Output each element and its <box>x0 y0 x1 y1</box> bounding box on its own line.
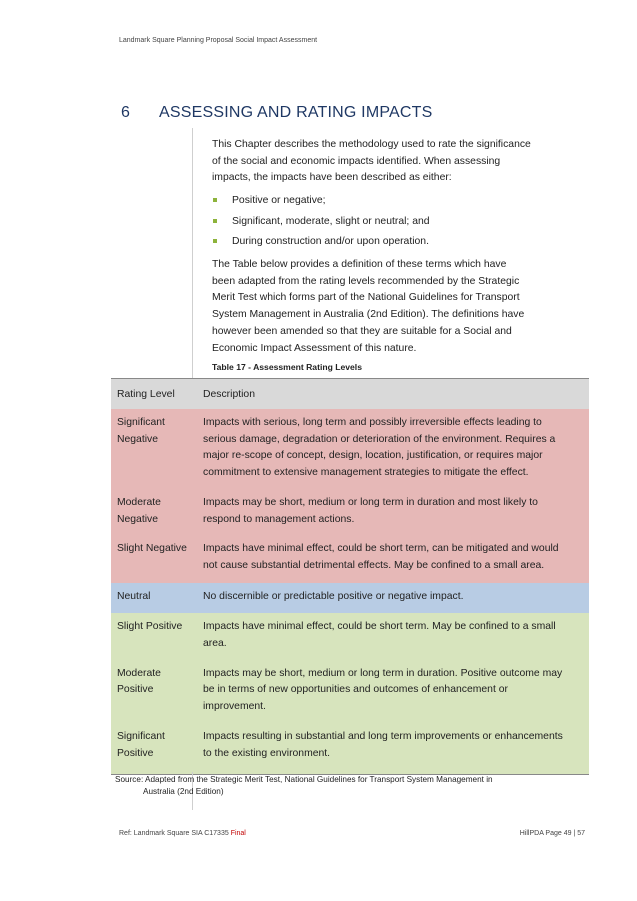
description-cell <box>203 541 589 574</box>
description-text: improvement. <box>203 701 266 713</box>
rating-level-text: Neutral <box>117 590 151 602</box>
chapter-number: 6 <box>121 104 131 121</box>
chapter-title: ASSESSING AND RATING IMPACTS <box>159 104 433 121</box>
description-cell <box>203 589 589 606</box>
description-text: Impacts with serious, long term and possibly irreversible effects leading to <box>203 417 542 428</box>
table-row <box>111 583 589 614</box>
definitions-paragraph <box>212 257 552 357</box>
rating-level-cell <box>111 415 203 482</box>
source-label: Source: <box>115 775 144 784</box>
para-line: Merit Test which forms part of the National Guidelines for Transport <box>212 292 520 304</box>
bullet-square-icon <box>213 239 217 243</box>
table-row <box>111 490 589 536</box>
chapter-heading <box>121 104 433 122</box>
description-text: to the existing environment. <box>203 747 331 759</box>
intro-line: This Chapter describes the methodology used to rate the significance <box>212 139 531 150</box>
description-cell <box>203 619 589 652</box>
bullet-item <box>212 234 430 255</box>
rating-level-cell <box>111 666 203 716</box>
source-text: Australia (2nd Edition) <box>143 787 224 796</box>
description-text: major re-scope of concept, design, location, justification, or requires major <box>203 450 543 462</box>
margin-rule <box>192 128 193 378</box>
intro-line: of the social and economic impacts identified. When assessing <box>212 155 501 167</box>
description-cell <box>203 666 589 716</box>
bullet-text: Positive or negative; <box>232 195 326 206</box>
description-cell <box>203 495 589 528</box>
description-cell <box>203 729 589 762</box>
rating-level-cell <box>111 495 203 528</box>
description-text: Impacts may be short, medium or long term in duration and most likely to <box>203 496 538 508</box>
description-text: commitment to extensive management strategies to mitigate the effect. <box>203 467 529 479</box>
table-row <box>111 536 589 582</box>
rating-level-text: Moderate <box>117 496 161 508</box>
description-text: Impacts resulting in substantial and long term improvements or enhancements <box>203 730 563 742</box>
bullet-text: Significant, moderate, slight or neutral; and <box>232 215 430 227</box>
intro-paragraph <box>212 137 552 187</box>
table-row <box>111 724 589 774</box>
intro-line: impacts, the impacts have been described as either: <box>212 172 452 184</box>
rating-level-text: Positive <box>117 684 154 696</box>
bullet-item <box>212 193 430 214</box>
source-text: Adapted from the Strategic Merit Test, National Guidelines for Transport System Management in <box>145 775 493 784</box>
table-row <box>111 409 589 490</box>
description-cell <box>203 415 589 482</box>
rating-level-cell <box>111 541 203 574</box>
bullet-text: During construction and/or upon operation. <box>232 236 429 247</box>
description-text: No discernible or predictable positive or negative impact. <box>203 590 464 602</box>
header-description: Description <box>203 388 255 400</box>
bullet-list <box>212 193 430 255</box>
header-rating-level: Rating Level <box>117 388 175 400</box>
description-text: serious damage, degradation or deterioration of the environment. Requires a <box>203 433 556 445</box>
description-text: area. <box>203 638 227 650</box>
description-text: Impacts may be short, medium or long term in duration. Positive outcome may <box>203 667 563 679</box>
description-text: not cause substantial detrimental effects. May be confined to a small area. <box>203 559 545 571</box>
description-text: be in terms of new opportunities and outcomes of enhancement or <box>203 684 508 696</box>
table-row <box>111 613 589 660</box>
description-text: respond to management actions. <box>203 513 355 525</box>
para-line: been adapted from the rating levels recommended by the Strategic <box>212 275 520 287</box>
running-header: Landmark Square Planning Proposal Social Impact Assessment <box>119 37 318 44</box>
bullet-item <box>212 214 430 235</box>
rating-table <box>111 378 589 775</box>
table-source <box>115 774 545 798</box>
footer-status: Final <box>230 830 246 837</box>
description-text: Impacts have minimal effect, could be short term, can be mitigated and would <box>203 543 559 555</box>
table-header-row <box>111 379 589 409</box>
rating-level-text: Slight Negative <box>117 543 187 555</box>
rating-level-cell <box>111 589 203 606</box>
footer-page-number: HillPDA Page 49 | 57 <box>519 830 585 837</box>
para-line: however been amended so that they are suitable for a Social and <box>212 325 512 337</box>
rating-level-text: Slight Positive <box>117 621 183 633</box>
description-text: Impacts have minimal effect, could be short term. May be confined to a small <box>203 621 556 633</box>
bullet-square-icon <box>213 219 217 223</box>
rating-level-text: Positive <box>117 747 154 759</box>
footer-reference <box>119 830 246 837</box>
para-line: Economic Impact Assessment of this nature. <box>212 342 417 354</box>
para-line: The Table below provides a definition of these terms which have <box>212 259 507 270</box>
table-row <box>111 661 589 724</box>
rating-level-text: Moderate <box>117 667 161 679</box>
rating-level-text: Significant <box>117 417 165 428</box>
rating-level-cell <box>111 619 203 652</box>
rating-level-text: Significant <box>117 730 165 742</box>
bullet-square-icon <box>213 198 217 202</box>
rating-level-text: Negative <box>117 513 159 525</box>
table-caption: Table 17 - Assessment Rating Levels <box>212 362 362 372</box>
rating-level-cell <box>111 729 203 762</box>
para-line: System Management in Australia (2nd Edition). The definitions have <box>212 309 525 321</box>
footer-ref-text: Ref: Landmark Square SIA C17335 <box>119 830 229 837</box>
rating-level-text: Negative <box>117 433 159 445</box>
